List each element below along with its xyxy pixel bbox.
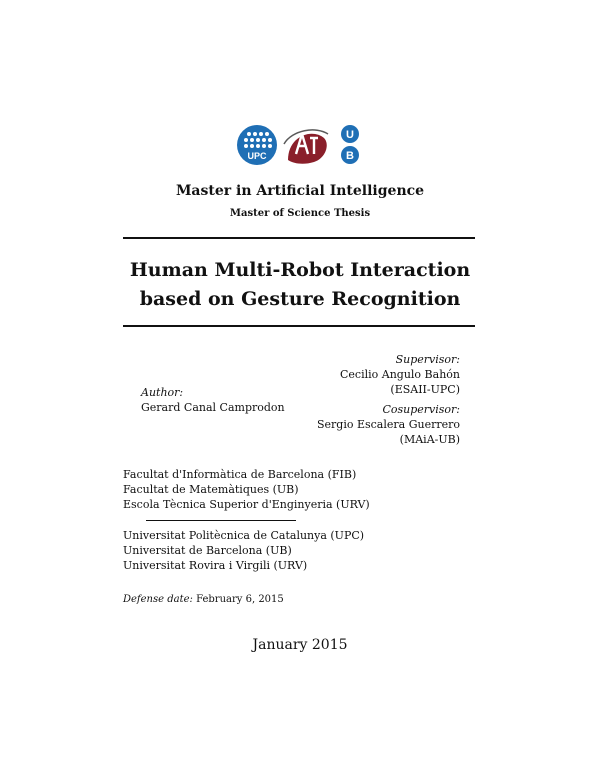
university-item: Universitat Rovira i Virgili (URV) xyxy=(123,559,308,572)
thesis-type: Master of Science Thesis xyxy=(229,208,371,219)
title-rule-bottom xyxy=(123,325,475,327)
cosupervisor-affiliation: (MAiA-UB) xyxy=(399,433,460,446)
upc-logo-text: UPC xyxy=(247,151,267,161)
cosupervisor-block xyxy=(300,402,460,447)
author-name: Gerard Canal Camprodon xyxy=(141,401,285,414)
publication-date: January 2015 xyxy=(252,637,348,653)
title-line-1: Human Multi-Robot Interaction xyxy=(129,259,471,281)
thesis-title xyxy=(0,256,600,314)
ub-logo-text-b: B xyxy=(346,150,354,162)
author-block xyxy=(141,385,285,415)
faculty-item: Facultat de Matemàtiques (UB) xyxy=(123,483,299,496)
supervisor-name: Cecilio Angulo Bahón xyxy=(340,368,460,381)
faculty-item: Facultat d'Informàtica de Barcelona (FIB) xyxy=(123,468,357,481)
defense-date xyxy=(123,592,284,607)
cosupervisor-label: Cosupervisor: xyxy=(382,403,460,416)
universities-list xyxy=(123,528,364,573)
title-line-2: based on Gesture Recognition xyxy=(139,288,461,310)
program-name: Master in Artificial Intelligence xyxy=(175,183,425,199)
logo-row xyxy=(236,124,364,166)
university-item: Universitat Politècnica de Catalunya (UPC) xyxy=(123,529,365,542)
section-divider xyxy=(146,520,296,521)
cosupervisor-name: Sergio Escalera Guerrero xyxy=(316,418,460,431)
defense-date-value: February 6, 2015 xyxy=(196,594,284,605)
defense-date-label: Defense date: xyxy=(123,594,193,605)
supervisor-label: Supervisor: xyxy=(395,353,460,366)
upc-logo xyxy=(236,124,278,166)
author-label: Author: xyxy=(141,386,184,399)
supervisor-block xyxy=(300,352,460,397)
faculties-list xyxy=(123,467,370,512)
supervisor-affiliation: (ESAII-UPC) xyxy=(390,383,460,396)
university-item: Universitat de Barcelona (UB) xyxy=(123,544,292,557)
faculty-item: Escola Tècnica Superior d'Enginyeria (URV) xyxy=(123,498,370,511)
ub-logo xyxy=(336,124,364,166)
iiia-logo xyxy=(282,124,330,166)
title-rule-top xyxy=(123,237,475,239)
ub-logo-text-u: U xyxy=(346,129,354,141)
